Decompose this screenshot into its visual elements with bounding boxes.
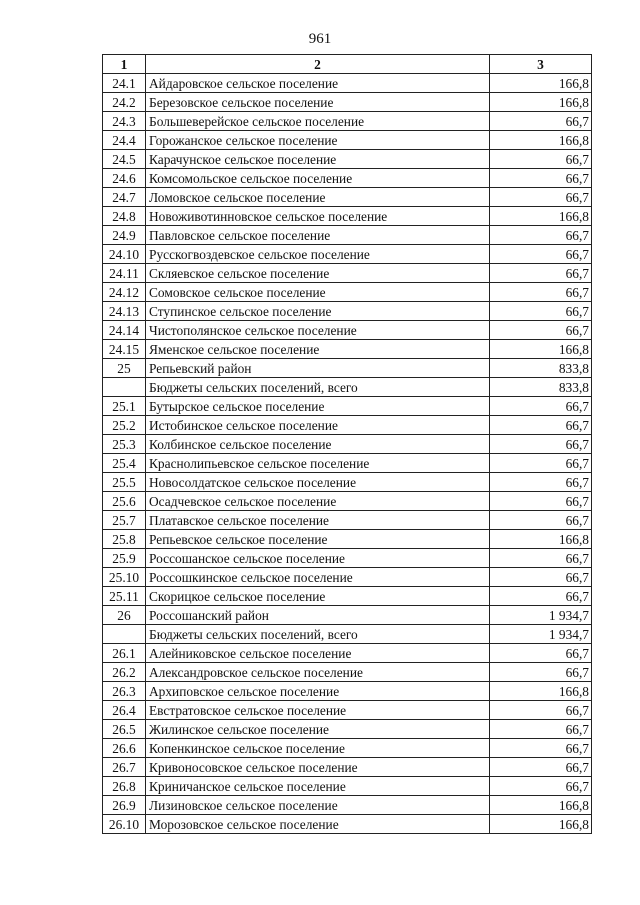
row-value: 66,7 (490, 758, 592, 777)
row-name: Сомовское сельское поселение (146, 283, 490, 302)
row-number (103, 378, 146, 397)
table-row (103, 796, 592, 815)
row-value: 66,7 (490, 663, 592, 682)
table-row (103, 302, 592, 321)
row-value: 166,8 (490, 530, 592, 549)
row-number: 26.5 (103, 720, 146, 739)
row-value: 833,8 (490, 378, 592, 397)
row-number: 25 (103, 359, 146, 378)
row-number: 26.2 (103, 663, 146, 682)
row-value: 66,7 (490, 739, 592, 758)
table-row (103, 150, 592, 169)
table-row (103, 606, 592, 625)
row-number: 25.2 (103, 416, 146, 435)
row-number: 26.6 (103, 739, 146, 758)
header-row (103, 55, 592, 74)
row-value: 166,8 (490, 93, 592, 112)
row-number: 24.6 (103, 169, 146, 188)
budget-table (102, 54, 592, 834)
table-row (103, 454, 592, 473)
row-name: Истобинское сельское поселение (146, 416, 490, 435)
row-value: 66,7 (490, 473, 592, 492)
row-value: 66,7 (490, 587, 592, 606)
row-value: 66,7 (490, 511, 592, 530)
table-row (103, 226, 592, 245)
row-name: Евстратовское сельское поселение (146, 701, 490, 720)
row-name: Копенкинское сельское поселение (146, 739, 490, 758)
row-value: 66,7 (490, 435, 592, 454)
row-name: Кривоносовское сельское поселение (146, 758, 490, 777)
row-name: Айдаровское сельское поселение (146, 74, 490, 93)
row-name: Скорицкое сельское поселение (146, 587, 490, 606)
row-number: 24.1 (103, 74, 146, 93)
row-name: Лизиновское сельское поселение (146, 796, 490, 815)
row-name: Россошанское сельское поселение (146, 549, 490, 568)
row-number: 25.4 (103, 454, 146, 473)
row-number: 24.14 (103, 321, 146, 340)
table-row (103, 131, 592, 150)
table-row (103, 815, 592, 834)
table-row (103, 701, 592, 720)
row-value: 66,7 (490, 644, 592, 663)
row-value: 66,7 (490, 245, 592, 264)
table-row (103, 169, 592, 188)
page-number: 961 (308, 31, 332, 47)
row-name: Русскогвоздевское сельское поселение (146, 245, 490, 264)
table-row (103, 473, 592, 492)
row-number: 24.5 (103, 150, 146, 169)
table-row (103, 492, 592, 511)
row-name: Ступинское сельское поселение (146, 302, 490, 321)
row-value: 66,7 (490, 416, 592, 435)
row-name: Александровское сельское поселение (146, 663, 490, 682)
row-name: Криничанское сельское поселение (146, 777, 490, 796)
row-number: 24.15 (103, 340, 146, 359)
row-value: 66,7 (490, 302, 592, 321)
row-number: 25.7 (103, 511, 146, 530)
row-number: 24.13 (103, 302, 146, 321)
row-value: 66,7 (490, 454, 592, 473)
row-number: 25.6 (103, 492, 146, 511)
row-value: 66,7 (490, 226, 592, 245)
table-row (103, 93, 592, 112)
row-value: 66,7 (490, 283, 592, 302)
row-name: Ломовское сельское поселение (146, 188, 490, 207)
table-row (103, 663, 592, 682)
row-value: 166,8 (490, 207, 592, 226)
row-number: 24.7 (103, 188, 146, 207)
row-name: Осадчевское сельское поселение (146, 492, 490, 511)
row-number: 25.11 (103, 587, 146, 606)
row-value: 66,7 (490, 169, 592, 188)
row-number: 26.9 (103, 796, 146, 815)
row-number: 25.3 (103, 435, 146, 454)
row-number: 26.3 (103, 682, 146, 701)
table-row (103, 264, 592, 283)
row-number: 24.10 (103, 245, 146, 264)
row-value: 66,7 (490, 720, 592, 739)
table-row (103, 112, 592, 131)
row-value: 66,7 (490, 701, 592, 720)
header-col-1: 1 (103, 55, 146, 74)
row-value: 66,7 (490, 188, 592, 207)
row-number (103, 625, 146, 644)
row-number: 26.1 (103, 644, 146, 663)
row-number: 24.11 (103, 264, 146, 283)
row-name: Колбинское сельское поселение (146, 435, 490, 454)
table-row (103, 378, 592, 397)
row-name: Россошкинское сельское поселение (146, 568, 490, 587)
table-row (103, 511, 592, 530)
row-name: Новосолдатское сельское поселение (146, 473, 490, 492)
row-name: Чистополянское сельское поселение (146, 321, 490, 340)
row-number: 24.8 (103, 207, 146, 226)
row-value: 166,8 (490, 682, 592, 701)
row-value: 833,8 (490, 359, 592, 378)
row-value: 66,7 (490, 112, 592, 131)
table-row (103, 435, 592, 454)
row-value: 66,7 (490, 264, 592, 283)
table-row (103, 587, 592, 606)
row-name: Россошанский район (146, 606, 490, 625)
row-value: 66,7 (490, 321, 592, 340)
row-number: 25.10 (103, 568, 146, 587)
row-name: Березовское сельское поселение (146, 93, 490, 112)
row-name: Краснолипьевское сельское поселение (146, 454, 490, 473)
row-name: Горожанское сельское поселение (146, 131, 490, 150)
table-row (103, 758, 592, 777)
row-value: 66,7 (490, 492, 592, 511)
row-value: 166,8 (490, 340, 592, 359)
table-row (103, 625, 592, 644)
row-name: Новоживотинновское сельское поселение (146, 207, 490, 226)
row-number: 24.4 (103, 131, 146, 150)
row-value: 66,7 (490, 397, 592, 416)
row-value: 1 934,7 (490, 625, 592, 644)
table-row (103, 397, 592, 416)
row-name: Жилинское сельское поселение (146, 720, 490, 739)
row-value: 66,7 (490, 549, 592, 568)
table-row (103, 188, 592, 207)
row-number: 24.2 (103, 93, 146, 112)
table-row (103, 568, 592, 587)
row-number: 24.12 (103, 283, 146, 302)
table-row (103, 245, 592, 264)
row-name: Репьевское сельское поселение (146, 530, 490, 549)
row-value: 166,8 (490, 74, 592, 93)
row-name: Алейниковское сельское поселение (146, 644, 490, 663)
row-name: Яменское сельское поселение (146, 340, 490, 359)
row-value: 1 934,7 (490, 606, 592, 625)
table-row (103, 416, 592, 435)
row-number: 24.3 (103, 112, 146, 131)
table-row (103, 644, 592, 663)
table-row (103, 739, 592, 758)
row-value: 166,8 (490, 131, 592, 150)
row-value: 166,8 (490, 796, 592, 815)
table-header (103, 55, 592, 74)
row-name: Бюджеты сельских поселений, всего (146, 625, 490, 644)
table-row (103, 207, 592, 226)
row-name: Морозовское сельское поселение (146, 815, 490, 834)
row-name: Большеверейское сельское поселение (146, 112, 490, 131)
row-name: Павловское сельское поселение (146, 226, 490, 245)
row-value: 66,7 (490, 777, 592, 796)
row-name: Бюджеты сельских поселений, всего (146, 378, 490, 397)
row-value: 66,7 (490, 568, 592, 587)
table-row (103, 283, 592, 302)
row-name: Бутырское сельское поселение (146, 397, 490, 416)
table-row (103, 74, 592, 93)
row-name: Карачунское сельское поселение (146, 150, 490, 169)
row-value: 66,7 (490, 150, 592, 169)
table-row (103, 720, 592, 739)
row-number: 26 (103, 606, 146, 625)
table-row (103, 321, 592, 340)
row-number: 26.8 (103, 777, 146, 796)
table-row (103, 530, 592, 549)
table-row (103, 682, 592, 701)
table-row (103, 340, 592, 359)
row-number: 26.4 (103, 701, 146, 720)
row-number: 26.10 (103, 815, 146, 834)
row-number: 25.1 (103, 397, 146, 416)
row-name: Комсомольское сельское поселение (146, 169, 490, 188)
header-col-3: 3 (490, 55, 592, 74)
row-number: 24.9 (103, 226, 146, 245)
row-number: 26.7 (103, 758, 146, 777)
row-value: 166,8 (490, 815, 592, 834)
row-name: Архиповское сельское поселение (146, 682, 490, 701)
row-name: Платавское сельское поселение (146, 511, 490, 530)
table-row (103, 777, 592, 796)
table-row (103, 359, 592, 378)
row-name: Репьевский район (146, 359, 490, 378)
row-number: 25.5 (103, 473, 146, 492)
row-name: Скляевское сельское поселение (146, 264, 490, 283)
row-number: 25.9 (103, 549, 146, 568)
table-row (103, 549, 592, 568)
header-col-2: 2 (146, 55, 490, 74)
table-body (103, 74, 592, 834)
row-number: 25.8 (103, 530, 146, 549)
